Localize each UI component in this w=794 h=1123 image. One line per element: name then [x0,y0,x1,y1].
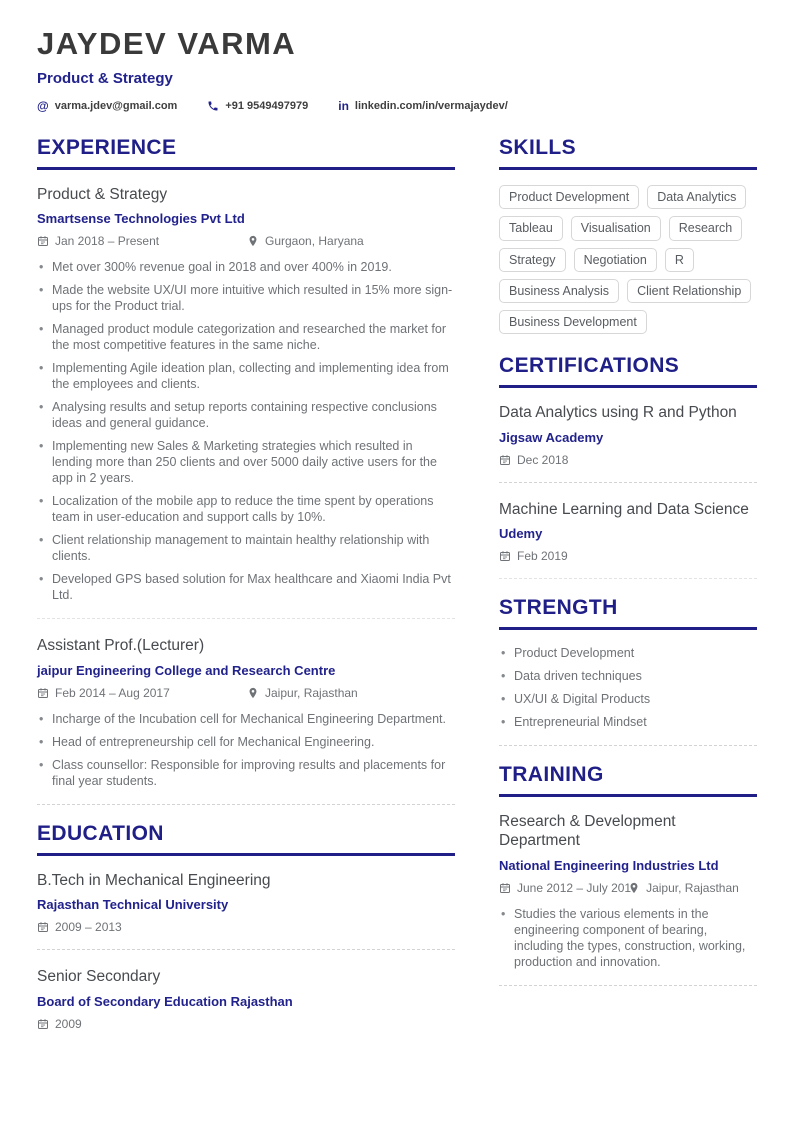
date-text: Feb 2014 – Aug 2017 [55,685,170,700]
location [247,234,364,248]
calendar-icon [499,550,511,562]
bullet-item: • Met over 300% revenue goal in 2018 and over 400% in 2019. [37,259,455,275]
skill-chip: Client Relationship [627,279,751,303]
skill-chip: Strategy [499,248,566,272]
location-text: Jaipur, Rajasthan [646,880,739,895]
skill-chip: R [665,248,694,272]
bullet-item: • Managed product module categorization and researched the market for the most competitive features in the same niche. [37,321,455,353]
certification-meta [499,453,757,467]
company-name: jaipur Engineering College and Research Centre [37,662,336,678]
location [247,686,358,700]
phone-text: +91 9549497979 [225,100,309,112]
calendar-icon [499,454,511,466]
date-text: 2009 – 2013 [55,920,122,935]
bullet-item: • Studies the various elements in the engineering component of bearing, including the types, construction, working, production and innovation. [499,906,757,970]
person-headline: Product & Strategy [37,70,173,87]
linkedin-link[interactable] [338,100,508,112]
certification-org: Jigsaw Academy [499,429,604,445]
certification-meta [499,549,757,563]
date-range [37,686,247,700]
education-meta [37,1017,455,1031]
skill-chip: Data Analytics [647,185,746,209]
divider [37,949,455,950]
location-text: Jaipur, Rajasthan [265,685,358,700]
job-title: Assistant Prof.(Lecturer) [37,637,205,655]
header [37,26,757,112]
job-title: Product & Strategy [37,186,168,203]
skill-chip: Negotiation [574,248,657,272]
date-text: 2009 [55,1016,82,1031]
skill-chips [499,185,757,334]
bullet-item: • Analysing results and setup reports containing respective conclusions ideas and general guidance. [37,399,455,431]
bullet-item: • Developed GPS based solution for Max healthcare and Xiaomi India Pvt Ltd. [37,571,455,603]
location-pin-icon [247,687,259,699]
contact-row [37,100,757,112]
certification-item [499,403,757,466]
divider [37,804,455,805]
bullet-item: • UX/UI & Digital Products [499,691,757,707]
training-title: Research & Development Department [499,813,676,850]
location [628,881,739,895]
strength-bullets [499,645,757,730]
two-column-body [37,136,757,1042]
date-range [499,453,568,467]
date-range [37,1017,82,1031]
certifications-section [499,354,757,563]
experience-item [37,636,455,788]
certification-title: Data Analytics using R and Python [499,404,737,422]
skill-chip: Business Development [499,310,647,334]
calendar-icon [37,235,49,247]
divider [499,985,757,986]
training-meta [499,881,757,895]
company-name: Smartsense Technologies Pvt Ltd [37,211,245,227]
bullet-item: • Data driven techniques [499,668,757,684]
calendar-icon [37,1018,49,1030]
left-column [37,136,455,1042]
training-org: National Engineering Industries Ltd [499,857,719,873]
experience-section [37,136,455,789]
strength-section [499,596,757,730]
strength-heading: STRENGTH [499,596,757,630]
skill-chip: Research [669,216,743,240]
bullet-item: • Localization of the mobile app to reduce the time spent by operations team in user-education and support calls by 10%. [37,493,455,525]
training-bullets [499,906,757,970]
date-text: Feb 2019 [517,549,568,563]
right-column [499,136,757,1042]
certification-org: Udemy [499,526,543,541]
education-item [37,967,455,1030]
skill-chip: Business Analysis [499,279,619,303]
bullet-item: • Incharge of the Incubation cell for Mechanical Engineering Department. [37,711,455,727]
bullet-item: • Head of entrepreneurship cell for Mechanical Engineering. [37,734,455,750]
divider [37,618,455,619]
job-meta [37,686,455,700]
date-text: June 2012 – July 201 [517,880,632,895]
divider [499,745,757,746]
skill-chip: Visualisation [571,216,661,240]
education-item [37,871,455,934]
date-range [37,234,247,248]
job-meta [37,234,455,248]
linkedin-icon: in [338,99,349,113]
divider [499,578,757,579]
phone-icon [207,100,219,112]
divider [499,482,757,483]
calendar-icon [499,882,511,894]
education-section [37,822,455,1031]
bullet-item: • Made the website UX/UI more intuitive which resulted in 15% more sign-ups for the Product trial. [37,282,455,314]
experience-heading: EXPERIENCE [37,136,455,170]
bullet-item: • Implementing Agile ideation plan, collecting and implementing idea from the employees and clients. [37,360,455,392]
location-pin-icon [628,882,640,894]
linkedin-text: linkedin.com/in/vermajaydev/ [354,100,508,112]
location-pin-icon [247,235,259,247]
date-range [499,881,631,895]
date-range [499,549,568,563]
degree-title: B.Tech in Mechanical Engineering [37,871,271,889]
degree-title: Senior Secondary [37,968,161,986]
education-meta [37,920,455,934]
bullet-item: • Class counsellor: Responsible for improving results and placements for final year students. [37,757,455,789]
education-heading: EDUCATION [37,822,455,856]
calendar-icon [37,921,49,933]
at-icon: @ [37,99,49,113]
experience-item [37,185,455,603]
job-bullets [37,259,455,603]
skills-heading: SKILLS [499,136,757,170]
location-text: Gurgaon, Haryana [265,234,364,249]
certifications-heading: CERTIFICATIONS [499,354,757,388]
bullet-item: • Client relationship management to maintain healthy relationship with clients. [37,532,455,564]
date-text: Dec 2018 [517,452,569,467]
training-heading: TRAINING [499,763,757,797]
bullet-item: • Product Development [499,645,757,661]
school-name: Rajasthan Technical University [37,897,229,913]
calendar-icon [37,687,49,699]
certification-item [499,500,757,563]
date-range [37,920,122,934]
training-section [499,763,757,970]
skills-section [499,136,757,334]
job-bullets [37,711,455,789]
phone-link[interactable] [207,100,308,112]
certification-title: Machine Learning and Data Science [499,500,749,518]
email-text: varma.jdev@gmail.com [54,100,178,112]
email-link[interactable] [37,100,177,112]
skill-chip: Product Development [499,185,639,209]
school-name: Board of Secondary Education Rajasthan [37,993,293,1009]
person-name: JAYDEV VARMA [37,26,297,61]
training-item [499,812,757,970]
bullet-item: • Entrepreneurial Mindset [499,714,757,730]
date-text: Jan 2018 – Present [55,234,160,249]
bullet-item: • Implementing new Sales & Marketing strategies which resulted in lending more than 250 clients and over 5000 daily active users for the app in 2 years. [37,438,455,486]
skill-chip: Tableau [499,216,563,240]
